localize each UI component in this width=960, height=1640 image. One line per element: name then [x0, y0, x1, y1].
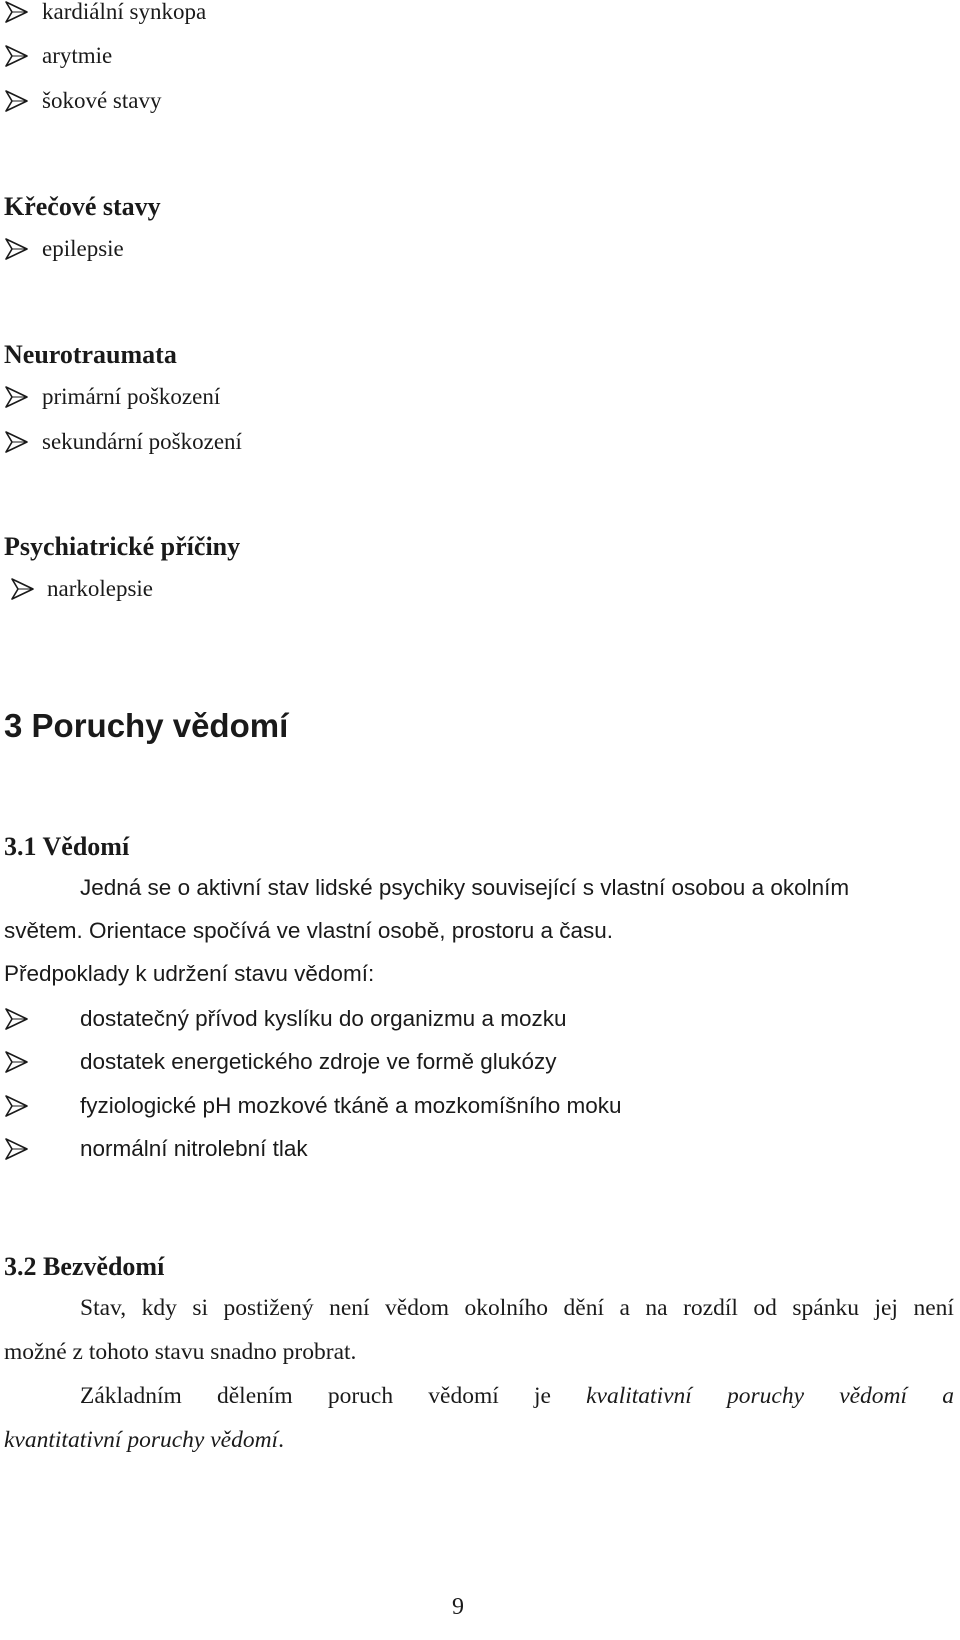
paragraph-line: Jedná se o aktivní stav lidské psychiky související s vlastní osobou a okolním — [80, 875, 850, 900]
italic-word: kvalitativní — [586, 1383, 692, 1409]
list-item-text: fyziologické pH mozkové tkáně a mozkomíšního moku — [80, 1093, 622, 1118]
paragraph-line — [4, 1424, 284, 1456]
arrowhead-bullet-icon — [4, 1049, 30, 1075]
list-item-text: primární poškození — [42, 384, 221, 409]
word: Základním — [80, 1383, 182, 1409]
word: od — [753, 1295, 777, 1321]
word: a — [619, 1295, 630, 1321]
arrowhead-bullet-icon — [4, 88, 30, 114]
list-item-text: sekundární poškození — [42, 429, 242, 454]
chapter-title: 3 Poruchy vědomí — [4, 707, 289, 744]
word: vědomí — [428, 1383, 499, 1409]
arrowhead-bullet-icon — [4, 1006, 30, 1032]
sentence-end: . — [278, 1427, 284, 1453]
arrowhead-bullet-icon — [4, 429, 30, 455]
arrowhead-bullet-icon — [4, 0, 30, 25]
section-heading: Psychiatrické příčiny — [4, 532, 241, 561]
list-item-text: arytmie — [42, 43, 113, 68]
section-heading: Křečové stavy — [4, 192, 161, 221]
list-item-text: dostatek energetického zdroje ve formě glukózy — [80, 1049, 557, 1074]
word: Stav, — [80, 1295, 127, 1321]
paragraph-line: možné z tohoto stavu snadno probrat. — [4, 1339, 357, 1365]
subsection-heading: 3.1 Vědomí — [4, 832, 130, 861]
word: okolního — [464, 1295, 549, 1321]
word: si — [192, 1295, 209, 1321]
arrowhead-bullet-icon — [4, 1136, 30, 1162]
word: jej — [874, 1295, 898, 1321]
list-item-text: normální nitrolební tlak — [80, 1136, 308, 1161]
italic-term: kvantitativní poruchy vědomí — [4, 1427, 279, 1453]
subsection-heading: 3.2 Bezvědomí — [4, 1252, 165, 1281]
word: kdy — [141, 1295, 177, 1321]
paragraph-line — [80, 1380, 954, 1412]
list-item-text: dostatečný přívod kyslíku do organizmu a mozku — [80, 1006, 567, 1031]
arrowhead-bullet-icon — [4, 384, 30, 410]
list-item-text: šokové stavy — [42, 88, 162, 113]
italic-word: poruchy — [727, 1383, 805, 1409]
word: postižený — [223, 1295, 314, 1321]
arrowhead-bullet-icon — [4, 1093, 30, 1119]
word: poruch — [327, 1383, 394, 1409]
word: na — [645, 1295, 668, 1321]
list-item-text: narkolepsie — [47, 576, 154, 601]
list-item-text: kardiální synkopa — [42, 0, 207, 24]
word: je — [533, 1383, 551, 1409]
word: spánku — [792, 1295, 859, 1321]
word: není — [913, 1295, 954, 1321]
word: dění — [563, 1295, 605, 1321]
arrowhead-bullet-icon — [4, 236, 30, 262]
italic-word: vědomí — [839, 1383, 908, 1409]
section-heading: Neurotraumata — [4, 340, 177, 369]
italic-word: a — [942, 1383, 954, 1409]
word: není — [329, 1295, 370, 1321]
page-number: 9 — [452, 1594, 464, 1620]
arrowhead-bullet-icon — [4, 43, 30, 69]
prerequisites-label: Předpoklady k udržení stavu vědomí: — [4, 961, 375, 986]
list-item-text: epilepsie — [42, 236, 124, 261]
paragraph-line — [80, 1292, 954, 1324]
word: dělením — [216, 1383, 293, 1409]
paragraph-line: světem. Orientace spočívá ve vlastní osobě, prostoru a času. — [4, 918, 614, 943]
word: rozdíl — [683, 1295, 738, 1321]
word: vědom — [385, 1295, 450, 1321]
arrowhead-bullet-icon — [10, 576, 36, 602]
